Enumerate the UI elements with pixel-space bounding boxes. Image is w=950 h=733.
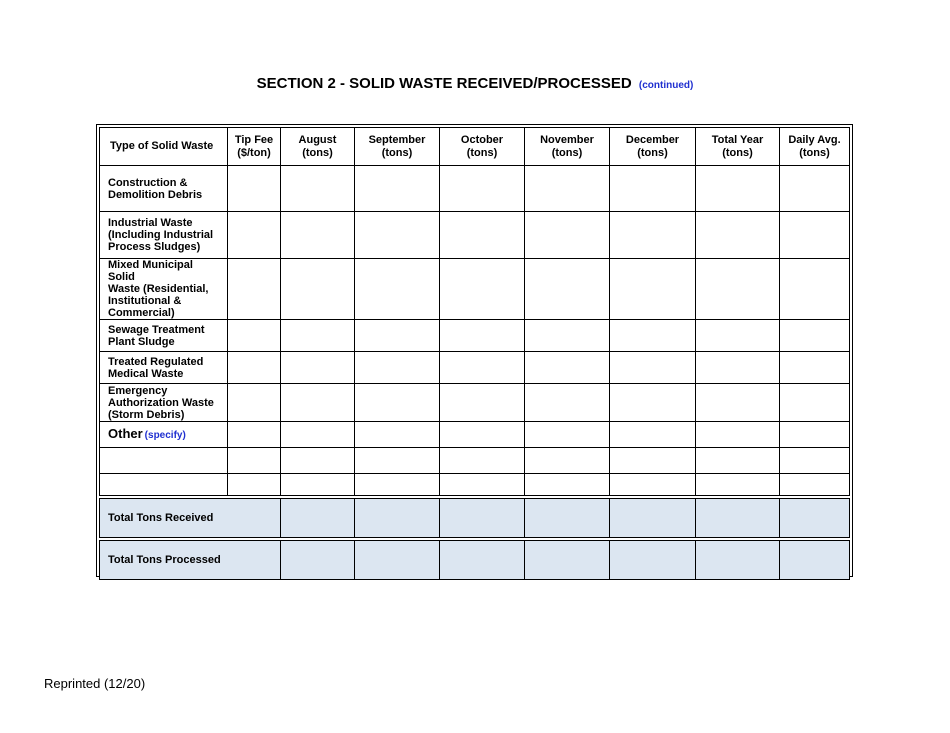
input-cell[interactable] [355, 212, 440, 259]
input-cell[interactable] [525, 541, 610, 580]
total-row-processed [100, 541, 850, 580]
input-cell[interactable] [780, 212, 850, 259]
input-cell[interactable] [281, 212, 355, 259]
input-cell[interactable] [610, 422, 696, 448]
row-label: Mixed Municipal Solid Waste (Residential, Institutional & Commercial) [100, 259, 228, 320]
input-cell[interactable] [696, 384, 780, 422]
input-cell[interactable] [696, 422, 780, 448]
input-cell[interactable] [355, 352, 440, 384]
input-cell[interactable] [696, 320, 780, 352]
input-cell[interactable] [525, 352, 610, 384]
input-cell[interactable] [440, 541, 525, 580]
input-cell[interactable] [610, 259, 696, 320]
col-header-november: November (tons) [525, 128, 610, 166]
row-label: Treated Regulated Medical Waste [100, 352, 228, 384]
row-label: Construction & Demolition Debris [100, 166, 228, 212]
input-cell[interactable] [100, 474, 228, 496]
input-cell[interactable] [780, 320, 850, 352]
input-cell[interactable] [696, 212, 780, 259]
input-cell[interactable] [610, 384, 696, 422]
input-cell[interactable] [610, 448, 696, 474]
input-cell[interactable] [696, 166, 780, 212]
input-cell[interactable] [696, 448, 780, 474]
input-cell[interactable] [780, 384, 850, 422]
col-header-type: Type of Solid Waste [100, 128, 228, 166]
input-cell[interactable] [610, 320, 696, 352]
input-cell[interactable] [281, 448, 355, 474]
input-cell[interactable] [440, 352, 525, 384]
input-cell[interactable] [281, 166, 355, 212]
row-label-other: Other (specify) [100, 422, 228, 448]
table-row [100, 166, 850, 212]
section-title-text: SECTION 2 - SOLID WASTE RECEIVED/PROCESSED [256, 75, 632, 92]
input-cell[interactable] [228, 448, 281, 474]
input-cell[interactable] [228, 166, 281, 212]
input-cell[interactable] [525, 166, 610, 212]
input-cell[interactable] [228, 212, 281, 259]
input-cell[interactable] [525, 212, 610, 259]
col-header-august: August (tons) [281, 128, 355, 166]
input-cell[interactable] [440, 320, 525, 352]
input-cell[interactable] [780, 474, 850, 496]
input-cell[interactable] [440, 474, 525, 496]
input-cell[interactable] [440, 166, 525, 212]
table-row [100, 384, 850, 422]
table-row-blank [100, 448, 850, 474]
input-cell[interactable] [610, 499, 696, 538]
input-cell[interactable] [281, 259, 355, 320]
input-cell[interactable] [440, 448, 525, 474]
waste-table [99, 127, 850, 580]
input-cell[interactable] [355, 422, 440, 448]
total-received-label: Total Tons Received [100, 499, 281, 538]
input-cell[interactable] [696, 541, 780, 580]
input-cell[interactable] [780, 166, 850, 212]
input-cell[interactable] [440, 212, 525, 259]
input-cell[interactable] [228, 474, 281, 496]
input-cell[interactable] [281, 541, 355, 580]
input-cell[interactable] [780, 448, 850, 474]
input-cell[interactable] [440, 384, 525, 422]
input-cell[interactable] [281, 352, 355, 384]
input-cell[interactable] [355, 320, 440, 352]
col-header-tip-fee: Tip Fee ($/ton) [228, 128, 281, 166]
input-cell[interactable] [610, 166, 696, 212]
input-cell[interactable] [525, 422, 610, 448]
input-cell[interactable] [525, 259, 610, 320]
input-cell[interactable] [440, 422, 525, 448]
input-cell[interactable] [696, 499, 780, 538]
table-row [100, 422, 850, 448]
input-cell[interactable] [780, 422, 850, 448]
table-row [100, 259, 850, 320]
input-cell[interactable] [440, 259, 525, 320]
input-cell[interactable] [610, 212, 696, 259]
input-cell[interactable] [281, 499, 355, 538]
table-row-blank [100, 474, 850, 496]
section-title [0, 75, 950, 92]
input-cell[interactable] [228, 352, 281, 384]
total-row-received [100, 499, 850, 538]
col-header-total-year: Total Year (tons) [696, 128, 780, 166]
table-row [100, 352, 850, 384]
input-cell[interactable] [525, 448, 610, 474]
reprinted-note: Reprinted (12/20) [44, 676, 146, 691]
input-cell[interactable] [610, 474, 696, 496]
input-cell[interactable] [355, 474, 440, 496]
input-cell[interactable] [355, 499, 440, 538]
input-cell[interactable] [525, 499, 610, 538]
row-label: Sewage Treatment Plant Sludge [100, 320, 228, 352]
col-header-daily-avg: Daily Avg. (tons) [780, 128, 850, 166]
total-processed-label: Total Tons Processed [100, 541, 281, 580]
input-cell[interactable] [281, 320, 355, 352]
input-cell[interactable] [281, 474, 355, 496]
input-cell[interactable] [355, 166, 440, 212]
input-cell[interactable] [228, 422, 281, 448]
input-cell[interactable] [780, 352, 850, 384]
input-cell[interactable] [440, 499, 525, 538]
input-cell[interactable] [355, 541, 440, 580]
col-header-october: October (tons) [440, 128, 525, 166]
input-cell[interactable] [355, 259, 440, 320]
input-cell[interactable] [525, 384, 610, 422]
table-row [100, 320, 850, 352]
input-cell[interactable] [228, 384, 281, 422]
input-cell[interactable] [780, 259, 850, 320]
input-cell[interactable] [525, 474, 610, 496]
input-cell[interactable] [780, 541, 850, 580]
input-cell[interactable] [525, 320, 610, 352]
input-cell[interactable] [228, 320, 281, 352]
input-cell[interactable] [610, 352, 696, 384]
input-cell[interactable] [355, 384, 440, 422]
input-cell[interactable] [355, 448, 440, 474]
input-cell[interactable] [228, 259, 281, 320]
input-cell[interactable] [281, 422, 355, 448]
input-cell[interactable] [696, 259, 780, 320]
continued-note: (continued) [638, 80, 694, 91]
header-row [100, 128, 850, 166]
row-label: Industrial Waste (Including Industrial Process Sludges) [100, 212, 228, 259]
col-header-december: December (tons) [610, 128, 696, 166]
input-cell[interactable] [281, 384, 355, 422]
input-cell[interactable] [696, 352, 780, 384]
row-label: Emergency Authorization Waste (Storm Debris) [100, 384, 228, 422]
specify-note: (specify) [144, 429, 186, 441]
waste-table-frame [96, 124, 853, 577]
input-cell[interactable] [610, 541, 696, 580]
input-cell[interactable] [780, 499, 850, 538]
col-header-september: September (tons) [355, 128, 440, 166]
input-cell[interactable] [696, 474, 780, 496]
input-cell[interactable] [100, 448, 228, 474]
table-row [100, 212, 850, 259]
